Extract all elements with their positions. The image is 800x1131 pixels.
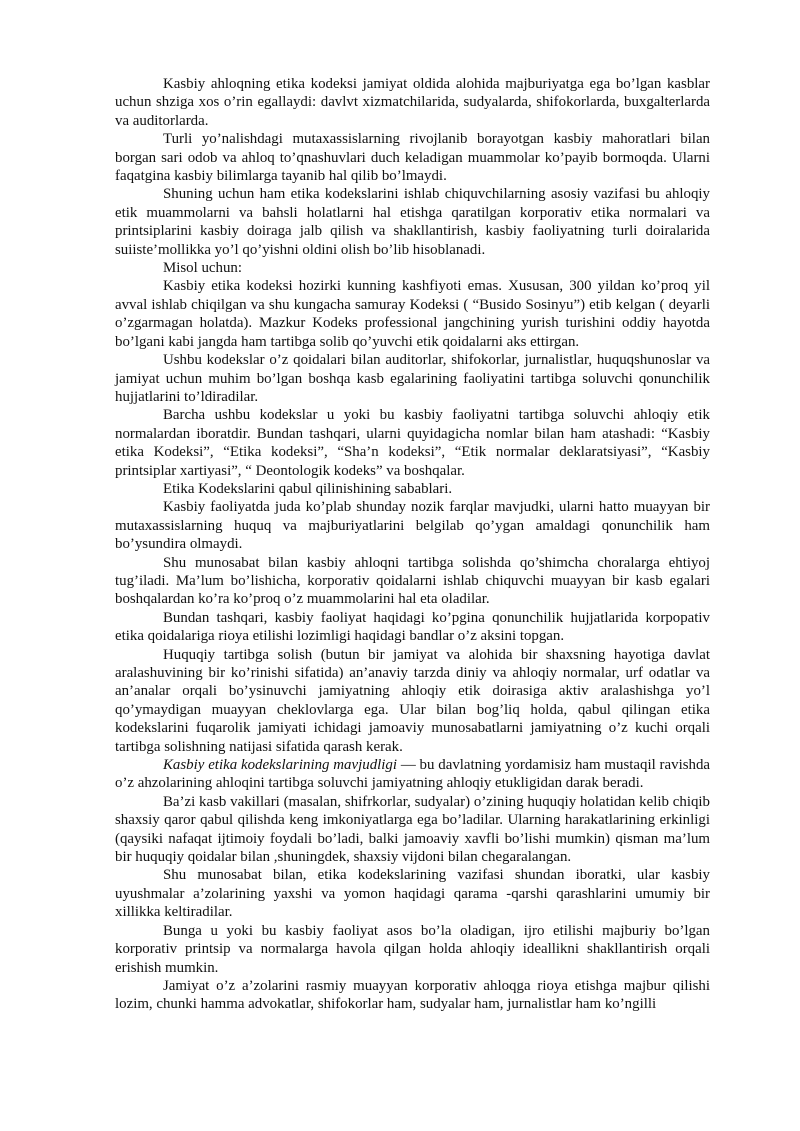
paragraph: Ba’zi kasb vakillari (masalan, shifrkorlar, sudyalar) o’zining huquqiy holatidan kelib chiqib shaxsiy qaror qabul qilishda keng imkoniyatlarga ega bo’ladilar. Ularning harakatlarining erkinligi (qaysiki nafaqat ijtimoiy foydali bo’ladi, balki jamoaviy xavfli bo’lishi mumkin) qisman ma’lum bir huquqiy qoidalar bilan ,shuningdek, shaxsiy vijdoni bilan chegaralangan.: [115, 793, 710, 866]
paragraph: Kasbiy ahloqning etika kodeksi jamiyat oldida alohida majburiyatga ega bo’lgan kasblar uchun shziga xos o’rin egallaydi: davlvt xizmatchilarida, sudyalarda, shifokorlarda, buxgalterlarda va auditorlarda.: [115, 76, 710, 129]
paragraph: Kasbiy etika kodeksi hozirki kunning kashfiyoti emas. Xususan, 300 yildan ko’proq yil avval ishlab chiqilgan va shu kungacha samuray Kodeksi ( “Busido Sosinyu”) etib kelgan ( deyarli o’zgarmagan holatda). Mazkur Kodeks professional jangchining yurish turishini oddiy hayotda bo’lgani kabi jangda ham tartibga solib qo’yuvchi etik qoidalarni aks ettirgan.: [115, 278, 710, 350]
paragraph: Shuning uchun ham etika kodekslarini ishlab chiquvchilarning asosiy vazifasi bu ahloqiy etik muammolarni va bahsli holatlarni hal etishga qaratilgan korporativ etika normalari va printsiplarini kasbiy doiraga jalb qilish va shakllantirish, kasbiy faoliyatning turli doiralarida suiiste’mollikka yo’l qo’yishni oldini olish bo’lib hisoblanadi.: [115, 186, 710, 258]
paragraph: Bundan tashqari, kasbiy faoliyat haqidagi ko’pgina qonunchilik hujjatlarida korpopativ etika qoidalariga rioya etilishi lozimligi haqidagi bandlar o’z aksini topgan.: [115, 609, 710, 645]
paragraph: Shu munosabat bilan kasbiy ahloqni tartibga solishda qo’shimcha choralarga ehtiyoj tug’iladi. Ma’lum bo’lishicha, korporativ qoidalarni ishlab chiquvchi muayyan bir kasb egalari boshqalardan ko’ra ko’proq o’z muammolarini hal eta oladilar.: [115, 554, 710, 608]
paragraph-rest: — bu davlatning yordamisiz ham mustaqil ravishda o’z ahzolarining ahloqini tartibga soluvchi jamiyatning ahloqiy etukligidan darak beradi.: [115, 757, 710, 792]
paragraph: Huquqiy tartibga solish (butun bir jamiyat va alohida bir shaxsning hayotiga davlat aralashuvining bir ko’rinishi sifatida) an’anaviy tarzda diniy va ahloqiy normalar, urf odatlar va an’analar orqali bo’ysinuvchi jamiyatning ahloqiy etik doirasiga aktiv aralashishga yo’l qo’ymaydigan muayyan cheklovlarga ega. Ular bilan bog’liq holda, qabul qilingan etika kodekslarini fuqarolik jamiyati ichidagi jamoaviy munosabatlarni jamiyatning o’z kuchi orqali tartibga solishning natijasi sifatida qarash kerak.: [115, 646, 710, 755]
paragraph: Turli yo’nalishdagi mutaxassislarning rivojlanib borayotgan kasbiy mahoratlari bilan borgan sari odob va ahloq to’qnashuvlari duch keladigan muammolar ko’payib bormoqda. Ularni faqatgina kasbiy bilimlarga tayanib hal qilib bo’lmaydi.: [115, 131, 710, 185]
paragraph: Ushbu kodekslar o’z qoidalari bilan auditorlar, shifokorlar, jurnalistlar, huquqshunoslar va jamiyat uchun muhim bo’lgan boshqa kasb egalarining faoliyatini tartibga soluvchi qonunchilik hujjatlarini to’ldiradilar.: [115, 352, 710, 405]
paragraph: Shu munosabat bilan, etika kodekslarining vazifasi shundan iboratki, ular kasbiy uyushmalar a’zolarining yaxshi va yomon haqidagi qarama -qarshi qarashlarini umumiy bir xillikka keltiradilar.: [115, 867, 710, 921]
italic-term: Kasbiy etika kodekslarining mavjudligi: [163, 757, 397, 774]
paragraph: Bunga u yoki bu kasbiy faoliyat asos bo’la oladigan, ijro etilishi majburiy bo’lgan korporativ printsip va normalarga havola qilgan holda ahloqiy ideallikni shakllantirish orqali erishish mumkin.: [115, 922, 710, 976]
paragraph: Barcha ushbu kodekslar u yoki bu kasbiy faoliyatni tartibga soluvchi ahloqiy etik normalardan iboratdir. Bundan tashqari, ularni quyidagicha nomlar bilan ham atashadi: “Kasbiy etika Kodeksi”, “Etika kodeksi”, “Sha’n kodeksi”, “Etik normalar deklaratsiyasi”, “Kasbiy printsiplar xartiyasi”, “ Deontologik kodeks” va boshqalar.: [115, 407, 710, 479]
paragraph: Misol uchun:: [163, 260, 243, 277]
document-page: [115, 75, 710, 1014]
paragraph: Jamiyat o’z a’zolarini rasmiy muayyan korporativ ahloqga rioya etishga majbur qilishi lozim, chunki hamma advokatlar, shifokorlar ham, sudyalar ham, jurnalistlar ham ko’ngilli: [115, 977, 710, 1013]
paragraph-mixed: [115, 756, 710, 793]
paragraph: Etika Kodekslarini qabul qilinishining sabablari.: [163, 480, 453, 497]
paragraph: Kasbiy faoliyatda juda ko’plab shunday nozik farqlar mavjudki, ularni hatto muayyan bir mutaxassislarning huquq va majburiyatlarini belgilab qo’ygan amaldagi qonunchilik ham bo’ysundira olmaydi.: [115, 499, 710, 553]
